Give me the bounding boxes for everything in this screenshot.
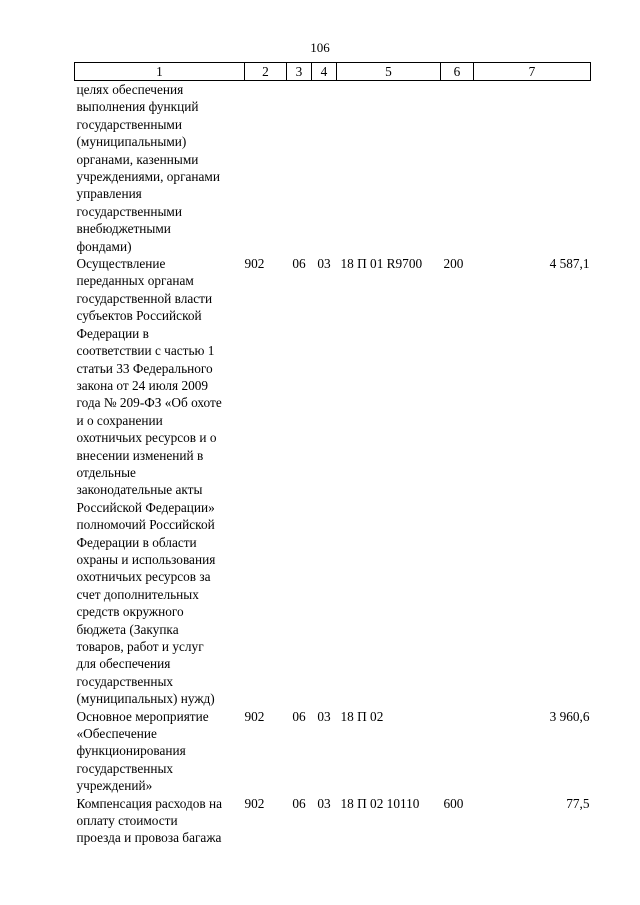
name-line: функционирования bbox=[76, 743, 186, 759]
cell-amount: 3 960,6 bbox=[549, 708, 590, 724]
cell-expense-type bbox=[441, 708, 474, 795]
name-line: года № 209-ФЗ «Об охоте bbox=[76, 395, 222, 411]
name-line: «Обеспечение bbox=[76, 726, 157, 742]
name-line: (муниципальными) bbox=[76, 134, 187, 150]
header-row bbox=[75, 63, 591, 81]
header-col-1: 1 bbox=[75, 63, 245, 81]
name-line: проезда и провоза багажа bbox=[76, 830, 222, 846]
header-col-4: 4 bbox=[312, 63, 337, 81]
cell-section: 06 bbox=[292, 256, 306, 272]
cell-target-article bbox=[337, 81, 441, 256]
name-line: фондами) bbox=[76, 238, 132, 254]
name-line: Федерации в области bbox=[76, 534, 197, 550]
name-line: Осуществление bbox=[76, 256, 166, 272]
name-line: Российской Федерации» bbox=[76, 499, 215, 515]
header-col-5: 5 bbox=[337, 63, 441, 81]
name-line: управления bbox=[76, 186, 142, 202]
page-number: 106 bbox=[310, 40, 330, 55]
header-col-7: 7 bbox=[474, 63, 591, 81]
name-line: статьи 33 Федерального bbox=[76, 360, 213, 376]
table-row bbox=[75, 255, 591, 708]
cell-name bbox=[75, 795, 245, 847]
cell-grbs: 902 bbox=[244, 795, 265, 811]
header-col-3: 3 bbox=[287, 63, 312, 81]
name-line: счет дополнительных bbox=[76, 586, 199, 602]
name-line: Компенсация расходов на bbox=[76, 795, 223, 811]
cell-name bbox=[75, 708, 245, 795]
name-line: товаров, работ и услуг bbox=[76, 639, 204, 654]
name-line: Основное мероприятие bbox=[76, 708, 209, 724]
cell-amount bbox=[474, 81, 591, 256]
cell-grbs: 902 bbox=[244, 256, 265, 272]
cell-subsection: 03 bbox=[317, 708, 331, 724]
cell-subsection bbox=[312, 81, 337, 256]
name-line: оплату стоимости bbox=[76, 813, 178, 829]
cell-amount: 77,5 bbox=[566, 795, 590, 811]
cell-section bbox=[287, 81, 312, 256]
cell-subsection: 03 bbox=[317, 256, 331, 272]
name-line: отдельные bbox=[76, 464, 136, 480]
name-line: внебюджетными bbox=[76, 221, 171, 237]
cell-subsection: 03 bbox=[317, 795, 331, 811]
name-line: выполнения функций bbox=[76, 99, 199, 115]
name-line: внесении изменений в bbox=[76, 447, 204, 463]
name-line: учреждениями, органами bbox=[76, 169, 220, 185]
table-row bbox=[75, 795, 591, 847]
name-line: государственной власти bbox=[76, 290, 213, 306]
name-line: соответствии с частью 1 bbox=[76, 343, 215, 359]
name-line: охотничьих ресурсов и о bbox=[76, 430, 217, 446]
cell-name bbox=[75, 255, 245, 708]
name-line: для обеспечения bbox=[76, 656, 171, 672]
cell-section: 06 bbox=[292, 708, 306, 724]
cell-section: 06 bbox=[292, 795, 306, 811]
budget-table bbox=[74, 62, 591, 847]
cell-target-article: 18 П 02 bbox=[340, 708, 384, 724]
name-line: охотничьих ресурсов за bbox=[76, 569, 211, 585]
name-line: целях обеспечения bbox=[76, 82, 184, 97]
name-line: средств окружного bbox=[76, 604, 184, 620]
cell-grbs bbox=[245, 81, 287, 256]
table-row bbox=[75, 81, 591, 256]
name-line: закона от 24 июля 2009 bbox=[76, 377, 209, 393]
cell-amount: 4 587,1 bbox=[549, 256, 590, 272]
name-line: государственных bbox=[76, 760, 174, 776]
header-col-2: 2 bbox=[245, 63, 287, 81]
name-line: государственными bbox=[76, 116, 182, 132]
name-line: учреждений» bbox=[76, 778, 153, 794]
cell-target-article: 18 П 01 R9700 bbox=[340, 256, 423, 272]
table-row bbox=[75, 708, 591, 795]
name-line: (муниципальных) нужд) bbox=[76, 691, 215, 707]
cell-target-article: 18 П 02 10110 bbox=[340, 795, 420, 811]
name-line: государственными bbox=[76, 203, 182, 219]
cell-expense-type: 200 bbox=[443, 256, 464, 272]
name-line: субъектов Российской bbox=[76, 308, 202, 324]
name-line: органами, казенными bbox=[76, 151, 199, 167]
name-line: полномочий Российской bbox=[76, 517, 215, 533]
cell-grbs: 902 bbox=[244, 708, 265, 724]
name-line: переданных органам bbox=[76, 273, 194, 289]
name-line: охраны и использования bbox=[76, 551, 216, 567]
header-col-6: 6 bbox=[441, 63, 474, 81]
table-header bbox=[75, 63, 591, 81]
table-body bbox=[75, 81, 591, 847]
name-line: и о сохранении bbox=[76, 412, 163, 428]
name-line: законодательные акты bbox=[76, 482, 203, 498]
name-line: бюджета (Закупка bbox=[76, 621, 179, 637]
cell-expense-type: 600 bbox=[443, 795, 464, 811]
name-line: Федерации в bbox=[76, 325, 149, 341]
name-line: государственных bbox=[76, 673, 174, 689]
cell-expense-type bbox=[441, 81, 474, 256]
cell-name bbox=[75, 81, 245, 256]
